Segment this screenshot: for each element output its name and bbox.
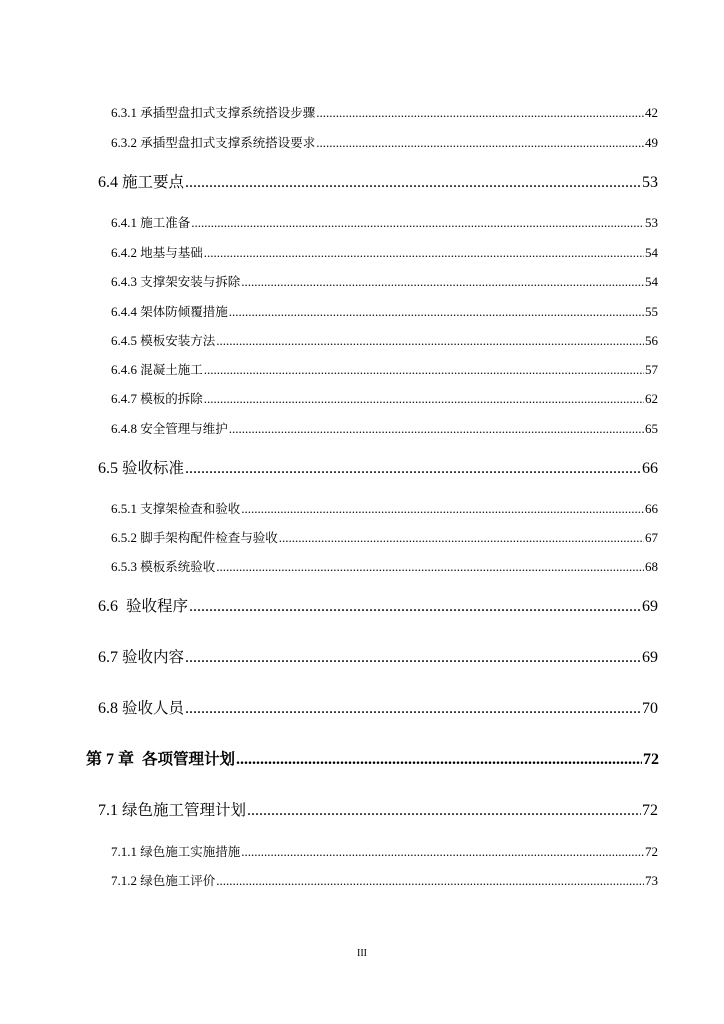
toc-entry-title: 施工准备 <box>140 215 191 230</box>
toc-entry-page: 70 <box>642 700 658 717</box>
toc-entry-title: 混凝土施工 <box>140 362 203 377</box>
toc-entry-title: 承插型盘扣式支撑系统搭设步骤 <box>140 105 316 120</box>
toc-entry-number: 6.4.8 <box>111 421 141 436</box>
toc-entry-6-4-2[interactable] <box>111 246 658 260</box>
toc-entry-number: 6.4.5 <box>111 333 141 348</box>
dot-leader <box>185 650 641 666</box>
toc-entry-page: 72 <box>645 844 658 859</box>
dot-leader <box>189 599 641 615</box>
toc-entry-7-1[interactable] <box>98 803 658 819</box>
dot-leader <box>316 136 644 149</box>
toc-entry-page: 73 <box>645 873 658 888</box>
toc-entry-6-5-3[interactable] <box>111 560 658 574</box>
toc-entry-6-4-3[interactable] <box>111 275 658 289</box>
toc-entry-title: 验收人员 <box>122 699 185 717</box>
toc-entry-title: 地基与基础 <box>140 245 203 260</box>
toc-entry-6-4-1[interactable] <box>111 216 658 230</box>
toc-entry-page: 53 <box>642 174 658 191</box>
dot-leader <box>216 874 644 887</box>
toc-entry-7-1-2[interactable] <box>111 874 658 888</box>
toc-entry-page: 54 <box>645 274 658 289</box>
toc-entry-6-8[interactable] <box>98 701 658 717</box>
toc-entry-page: 72 <box>642 802 658 819</box>
toc-entry-number: 6.4.7 <box>111 391 141 406</box>
toc-entry-number: 7.1.2 <box>111 873 141 888</box>
dot-leader <box>241 845 644 858</box>
dot-leader <box>191 216 644 229</box>
dot-leader <box>216 560 644 573</box>
dot-leader <box>247 803 641 819</box>
dot-leader <box>216 334 644 347</box>
toc-entry-7-1-1[interactable] <box>111 845 658 859</box>
toc-entry-title: 绿色施工实施措施 <box>140 844 241 859</box>
toc-entry-number: 6.4.1 <box>111 215 141 230</box>
toc-entry-page: 66 <box>645 501 658 516</box>
toc-entry-6-4-8[interactable] <box>111 422 658 436</box>
toc-entry-6-5[interactable] <box>98 461 658 477</box>
toc-entry-number: 6.6 <box>98 598 126 615</box>
toc-entry-number: 6.4.4 <box>111 304 141 319</box>
toc-entry-number: 6.3.2 <box>111 135 141 150</box>
toc-entry-title: 架体防倾覆措施 <box>140 304 228 319</box>
dot-leader <box>229 422 644 435</box>
dot-leader <box>229 305 644 318</box>
toc-entry-page: 54 <box>645 245 658 260</box>
toc-entry-page: 65 <box>645 421 658 436</box>
toc-entry-number: 6.4 <box>98 174 122 191</box>
toc-entry-number: 6.4.6 <box>111 362 141 377</box>
toc-entry-title: 绿色施工管理计划 <box>122 801 247 819</box>
toc-entry-page: 42 <box>645 105 658 120</box>
toc-entry-number: 6.5 <box>98 460 122 477</box>
dot-leader <box>204 392 644 405</box>
toc-entry-chapter-7[interactable] <box>86 752 659 768</box>
toc-entry-6-5-2[interactable] <box>111 531 658 545</box>
toc-entry-title: 各项管理计划 <box>142 750 236 768</box>
toc-entry-title: 模板系统验收 <box>140 559 216 574</box>
page-number: III <box>357 948 367 959</box>
toc-entry-title: 模板安装方法 <box>140 333 216 348</box>
toc-entry-page: 62 <box>645 391 658 406</box>
toc-entry-number: 6.8 <box>98 700 122 717</box>
toc-entry-number: 6.4.3 <box>111 274 141 289</box>
toc-entry-title: 验收程序 <box>126 597 189 615</box>
toc-entry-title: 脚手架构配件检查与验收 <box>140 530 278 545</box>
dot-leader <box>185 701 641 717</box>
toc-entry-6-4-6[interactable] <box>111 363 658 377</box>
toc-entry-title: 安全管理与维护 <box>140 421 228 436</box>
toc-entry-page: 55 <box>645 304 658 319</box>
toc-entry-title: 验收内容 <box>122 648 185 666</box>
dot-leader <box>241 502 644 515</box>
toc-entry-number: 6.7 <box>98 649 122 666</box>
toc-entry-page: 68 <box>645 559 658 574</box>
toc-entry-6-6[interactable] <box>98 599 658 615</box>
toc-entry-number: 6.5.2 <box>111 530 141 545</box>
dot-leader <box>185 461 641 477</box>
dot-leader <box>204 363 644 376</box>
toc-entry-title: 承插型盘扣式支撑系统搭设要求 <box>140 135 316 150</box>
toc-entry-number: 6.3.1 <box>111 105 141 120</box>
toc-entry-6-4-4[interactable] <box>111 305 658 319</box>
toc-entry-page: 56 <box>645 333 658 348</box>
toc-entry-number: 7.1 <box>98 802 122 819</box>
toc-entry-page: 67 <box>645 530 658 545</box>
toc-entry-6-4[interactable] <box>98 175 658 191</box>
toc-entry-number: 6.5.3 <box>111 559 141 574</box>
toc-entry-6-5-1[interactable] <box>111 502 658 516</box>
toc-entry-title: 支撑架安装与拆除 <box>140 274 241 289</box>
toc-entry-page: 69 <box>642 649 658 666</box>
toc-entry-title: 施工要点 <box>122 173 185 191</box>
toc-entry-number: 第 7 章 <box>86 751 143 768</box>
toc-entry-page: 53 <box>645 215 658 230</box>
toc-entry-6-3-2[interactable] <box>111 136 658 150</box>
dot-leader <box>241 275 644 288</box>
toc-entry-title: 支撑架检查和验收 <box>140 501 241 516</box>
toc-entry-title: 验收标准 <box>122 459 185 477</box>
dot-leader <box>204 246 644 259</box>
dot-leader <box>236 752 642 768</box>
toc-entry-page: 69 <box>642 598 658 615</box>
toc-entry-page: 57 <box>645 362 658 377</box>
toc-entry-number: 7.1.1 <box>111 844 141 859</box>
toc-entry-number: 6.4.2 <box>111 245 141 260</box>
dot-leader <box>279 531 644 544</box>
toc-entry-title: 绿色施工评价 <box>140 873 216 888</box>
toc-entry-6-3-1[interactable] <box>111 106 658 120</box>
toc-entry-6-4-5[interactable] <box>111 334 658 348</box>
toc-entry-page: 49 <box>645 135 658 150</box>
toc-entry-6-4-7[interactable] <box>111 392 658 406</box>
toc-entry-page: 66 <box>642 460 658 477</box>
toc-entry-number: 6.5.1 <box>111 501 141 516</box>
dot-leader <box>185 175 641 191</box>
toc-entry-page: 72 <box>643 751 659 768</box>
toc-entry-title: 模板的拆除 <box>140 391 203 406</box>
dot-leader <box>316 106 644 119</box>
toc-entry-6-7[interactable] <box>98 650 658 666</box>
